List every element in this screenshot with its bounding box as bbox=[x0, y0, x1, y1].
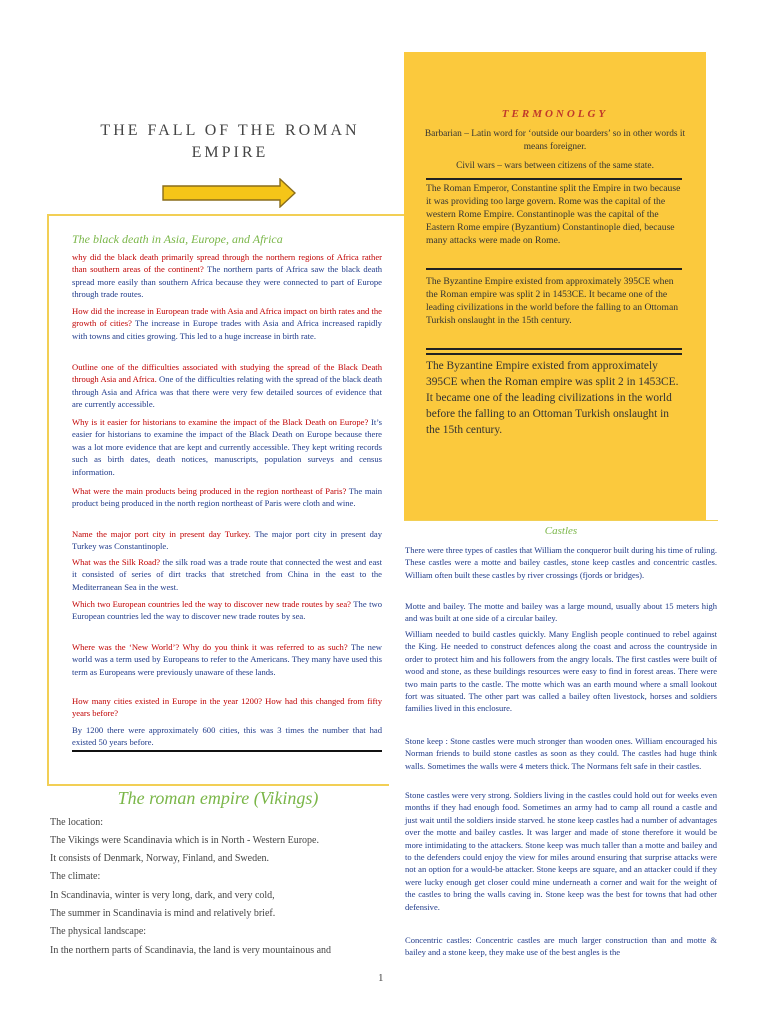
terminology-heading: TERMONOLGY bbox=[501, 108, 609, 120]
divider bbox=[72, 750, 382, 752]
qa-item: Outline one of the difficulties associated with studying the spread of the Black Death through Asia and Africa. One of the difficulties relating with the spread of the black death through Asia and Africa was that there were very few detailed sources of evidence that are currently accessible. bbox=[72, 362, 382, 410]
qa-item: By 1200 there were approximately 600 cities, this was 3 times the number that had existed 50 years before. bbox=[72, 725, 382, 748]
castles-paragraph: Motte and bailey. The motte and bailey was a large mound, usually about 15 meters high and was built at one side of a circular bailey. bbox=[405, 601, 717, 624]
castles-paragraph: There were three types of castles that William the conqueror built during his time of ruling. These castles were a motte and bailey castles, stone keep castles and concentric castles. William often built these castles by river crossings (fjords or bridges). bbox=[405, 545, 717, 580]
page-title bbox=[80, 120, 380, 164]
black-death-heading: The black death in Asia, Europe, and Africa bbox=[72, 232, 283, 246]
qa-item: What was the Silk Road? the silk road was a trade route that connected the west and east it consisted of series of dirt tracks that stretched from China in the east to the Mediterranean Sea in the west. bbox=[72, 557, 382, 592]
terminology-civil-wars: Civil wars – wars between citizens of the same state. bbox=[456, 161, 654, 171]
vikings-heading: The roman empire (Vikings) bbox=[117, 788, 319, 808]
vikings-line: The physical landscape: bbox=[50, 926, 147, 937]
qa-item: Which two European countries led the way to discover new trade routes by sea? The two European countries led the way to discover new trade routes by sea. bbox=[72, 599, 382, 622]
qa-item: Name the major port city in present day Turkey. The major port city in present day Turkey was Constantinople. bbox=[72, 529, 382, 552]
vikings-line: In the northern parts of Scandinavia, the land is very mountainous and bbox=[50, 945, 332, 956]
terminology-barbarian: Barbarian – Latin word for ‘outside our boarders’ so in other words it means foreigner. bbox=[424, 129, 686, 152]
byzantine-paragraph-large: The Byzantine Empire existed from approximately 395CE when the Roman empire was split 2 in 1453CE. It became one of the leading civilizations in the world before the falling to an Ottoman Turkish onslaught in the 15th century. bbox=[426, 360, 679, 436]
castles-paragraph: Concentric castles: Concentric castles are much larger construction than and motte & bailey and a stone keep, they make use of the best angles is the bbox=[405, 935, 717, 958]
vikings-line: In Scandinavia, winter is very long, dark, and very cold, bbox=[50, 890, 275, 901]
vikings-line: The Vikings were Scandinavia which is in North - Western Europe. bbox=[50, 835, 319, 846]
castles-paragraph: Stone keep : Stone castles were much stronger than wooden ones. William encouraged his Norman friends to build stone castles as soon as they could. The castles had huge think walls. Sometimes the walls were 4 meters thick. The Normans felt safe in their castles. bbox=[405, 736, 717, 771]
vikings-line: The summer in Scandinavia is mind and relatively brief. bbox=[50, 908, 276, 919]
castles-paragraph: Stone castles were very strong. Soldiers living in the castles could hold out for weeks even months if they had enough food. Sometimes an army had to camp all round a castle and just wait until the soldiers inside starved. he stone keep castles had a number of advantages over the motte and bailey castles. It was larger and made of stone therefore it would be more intimidating to the attackers. Stone keep was much taller than a motte and bailey and to the defenders could enjoy the view for miles around ensuring that surprise attacks were not an option for a would-be attacker. Stone keeps are square, and an attacker could if they were lucky enough get closer could mine underneath a corner and wait for the weight of the castles to bring the walls caving in. Stone keep was the best for towns that had other defensive. bbox=[405, 790, 717, 912]
vikings-line: It consists of Denmark, Norway, Finland, and Sweden. bbox=[50, 853, 270, 864]
qa-item: Where was the ‘New World’? Why do you think it was referred to as such? The new world was a term used by Europeans to refer to the Americans. They many have used this term as Europeans were previously unaware of these lands. bbox=[72, 642, 382, 677]
divider bbox=[426, 353, 682, 355]
qa-item: How did the increase in European trade with Asia and Africa impact on birth rates and the growth of cities? The increase in Europe trades with Asia and Africa increased rapidly with towns and cities growing. This led to a huge increase in birth rate. bbox=[72, 306, 382, 341]
title-line-1: THE FALL OF THE ROMAN bbox=[100, 122, 360, 139]
right-arrow-icon bbox=[162, 178, 296, 208]
castles-heading: Castles bbox=[544, 525, 578, 537]
constantine-paragraph: The Roman Emperor, Constantine split the Empire in two because it was providing too large govern. Rome was the capital of the western Rome Empire. Constantinople was the capital of the Eastern Rome empire (Byzantium) Constantinople died, because many attacks were made on Rome. bbox=[426, 183, 681, 246]
title-line-2: EMPIRE bbox=[191, 144, 269, 161]
black-death-box-top-rule bbox=[47, 214, 405, 216]
divider bbox=[426, 268, 682, 270]
qa-item: How many cities existed in Europe in the year 1200? How had this changed from fifty years before? bbox=[72, 696, 382, 719]
vikings-line: The location: bbox=[50, 817, 104, 828]
page-number: 1 bbox=[378, 972, 384, 984]
divider bbox=[426, 348, 682, 350]
qa-item: What were the main products being produced in the region northeast of Paris? The main product being produced in the north region northeast of Paris were cloth and wine. bbox=[72, 486, 383, 509]
qa-item: Why is it easier for historians to examine the impact of the Black Death on Europe? It’s easier for historians to examine the impact of the Black Death on Europe because there was a lot more evidence that are kept and currently accessible. They kept writing records such as birth dates, death notices, manuscripts, population surveys and census information. bbox=[72, 417, 382, 477]
byzantine-paragraph: The Byzantine Empire existed from approximately 395CE when the Roman empire was split 2 in 1453CE. It became one of the leading civilizations in the world before the falling to an Ottoman Turkish onslaught in the 15th century. bbox=[426, 276, 679, 326]
castles-paragraph: William needed to build castles quickly. Many English people continued to rebel against the King. He needed to construct defences along the coast and across the countryside in order to protect him and his followers from the angry locals. The first castles were built of wood and stone, as these buildings resources were easy to find in forest areas. There were two main parts to the castle. The motte which was an earth mound where a small lookout fort was situated. The other part was called a bailey often livestock, horses and soldiers families lived in this enclosure. bbox=[405, 629, 717, 714]
divider bbox=[426, 178, 682, 180]
vikings-line: The climate: bbox=[50, 871, 101, 882]
qa-item: why did the black death primarily spread through the northern regions of Africa rather than southern areas of the continent? The northern parts of Africa saw the black death spread more easily than southern Africa because they were connected to part of Europe through trade routes. bbox=[72, 252, 383, 300]
